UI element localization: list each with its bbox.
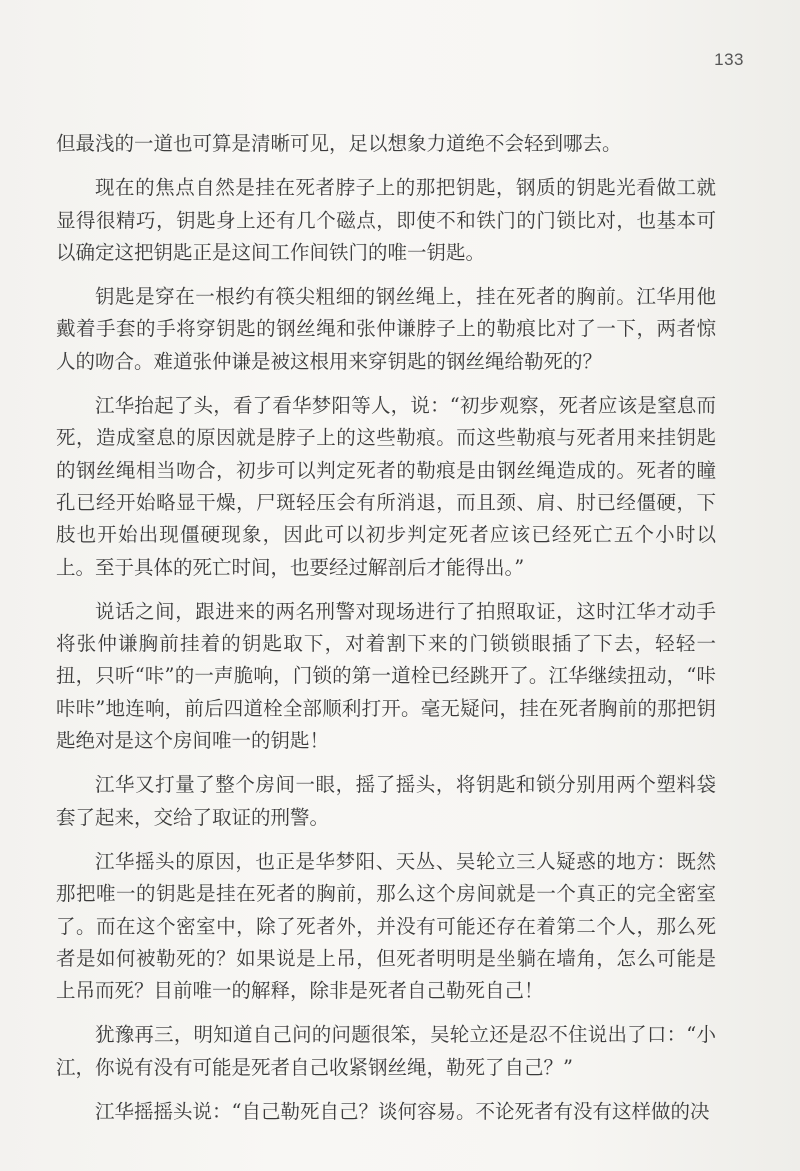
- paragraph: 现在的焦点自然是挂在死者脖子上的那把钥匙，钢质的钥匙光看做工就显得很精巧，钥匙身上还有几个磁点，即使不和铁门的门锁比对，也基本可以确定这把钥匙正是这间工作间铁门的唯一钥匙。: [56, 176, 716, 264]
- paragraph: 江华摇头的原因，也正是华梦阳、天丛、吴轮立三人疑惑的地方：既然那把唯一的钥匙是挂在死者的胸前，那么这个房间就是一个真正的完全密室了。而在这个密室中，除了死者外，并没有可能还存在着第二个人，那么死者是如何被勒死的？如果说是上吊，但死者明明是坐躺在墙角，怎么可能是上吊而死？目前唯一的解释，除非是死者自己勒死自己！: [56, 849, 716, 1003]
- paragraph: 钥匙是穿在一根约有筷尖粗细的钢丝绳上，挂在死者的胸前。江华用他戴着手套的手将穿钥匙的钢丝绳和张仲谦脖子上的勒痕比对了一下，两者惊人的吻合。难道张仲谦是被这根用来穿钥匙的钢丝绳给勒死的？: [56, 285, 716, 373]
- body-text: [56, 128, 716, 1140]
- paragraph: 说话之间，跟进来的两名刑警对现场进行了拍照取证，这时江华才动手将张仲谦胸前挂着的钥匙取下，对着割下来的门锁锁眼插了下去，轻轻一扭，只听“咔”的一声脆响，门锁的第一道栓已经跳开了。江华继续扭动，“咔咔咔”地连响，前后四道栓全部顺利打开。毫无疑问，挂在死者胸前的那把钥匙绝对是这个房间唯一的钥匙！: [56, 599, 716, 753]
- paragraph: 江华又打量了整个房间一眼，摇了摇头，将钥匙和锁分别用两个塑料袋套了起来，交给了取证的刑警。: [56, 773, 716, 829]
- paragraph: 犹豫再三，明知道自己问的问题很笨，吴轮立还是忍不住说出了口：“小江，你说有没有可能是死者自己收紧钢丝绳，勒死了自己？”: [56, 1023, 716, 1079]
- paragraph: 江华摇摇头说：“自己勒死自己？谈何容易。不论死者有没有这样做的决: [95, 1100, 710, 1124]
- paragraph: 江华抬起了头，看了看华梦阳等人，说：“初步观察，死者应该是窒息而死，造成窒息的原因就是脖子上的这些勒痕。而这些勒痕与死者用来挂钥匙的钢丝绳相当吻合，初步可以判定死者的勒痕是由钢丝绳造成的。死者的瞳孔已经开始略显干燥，尸斑轻压会有所消退，而且颈、肩、肘已经僵硬，下肢也开始出现僵硬现象，因此可以初步判定死者应该已经死亡五个小时以上。至于具体的死亡时间，也要经过解剖后才能得出。”: [56, 394, 716, 579]
- page-number: 133: [714, 50, 744, 69]
- paragraph: 但最浅的一道也可算是清晰可见，足以想象力道绝不会轻到哪去。: [56, 132, 622, 155]
